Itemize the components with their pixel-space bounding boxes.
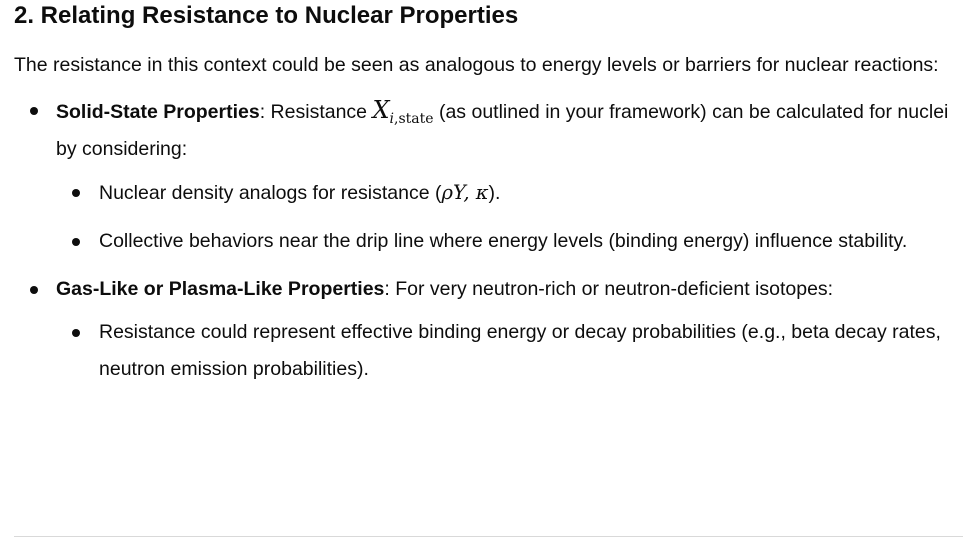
sub-list: [56, 314, 959, 388]
math-sub-index: i: [389, 111, 395, 127]
bullet-icon: [72, 189, 80, 197]
sub-item: [56, 223, 959, 260]
math-sub-rest: ,state: [394, 111, 434, 127]
item-text: : Resistance: [259, 101, 373, 123]
intro-paragraph: The resistance in this context could be seen as analogous to energy levels or barriers for nuclear reactions:: [14, 54, 939, 76]
sub-item: [56, 314, 959, 388]
sub-item-text: Resistance could represent effective binding energy or decay probabilities (e.g., beta decay rates, neutron emission probabilities).: [99, 321, 941, 380]
bullet-icon: [30, 107, 38, 115]
item-title: Gas-Like or Plasma-Like Properties: [56, 278, 385, 300]
section-divider: [14, 536, 963, 537]
item-title: Solid-State Properties: [56, 101, 260, 123]
sub-item-text: Nuclear density analogs for resistance (: [99, 182, 442, 204]
item-text: : For very neutron-rich or neutron-deficient isotopes:: [384, 278, 834, 300]
item-text-after: (as outlined in your framework) can be calculated for nuclei by considering:: [56, 101, 949, 160]
bullet-icon: [72, 329, 80, 337]
math-subscript: [390, 111, 434, 127]
sub-item-text-after: ).: [488, 182, 501, 204]
math-rho-kappa: ρY, κ: [441, 181, 489, 204]
math-symbol: X: [372, 96, 390, 124]
bullet-icon: [30, 286, 38, 294]
bullet-icon: [72, 238, 80, 246]
section-heading: 2. Relating Resistance to Nuclear Properties: [14, 2, 519, 29]
list-item-solid-state: [14, 92, 959, 260]
sub-item: [56, 174, 959, 212]
math-x-state: [372, 96, 434, 127]
list-item-gas-like: [14, 271, 959, 388]
properties-list: [14, 92, 959, 388]
document-section: [14, 0, 959, 399]
sub-list: [56, 174, 959, 260]
sub-item-text: Collective behaviors near the drip line where energy levels (binding energy) influence stability.: [99, 230, 908, 252]
